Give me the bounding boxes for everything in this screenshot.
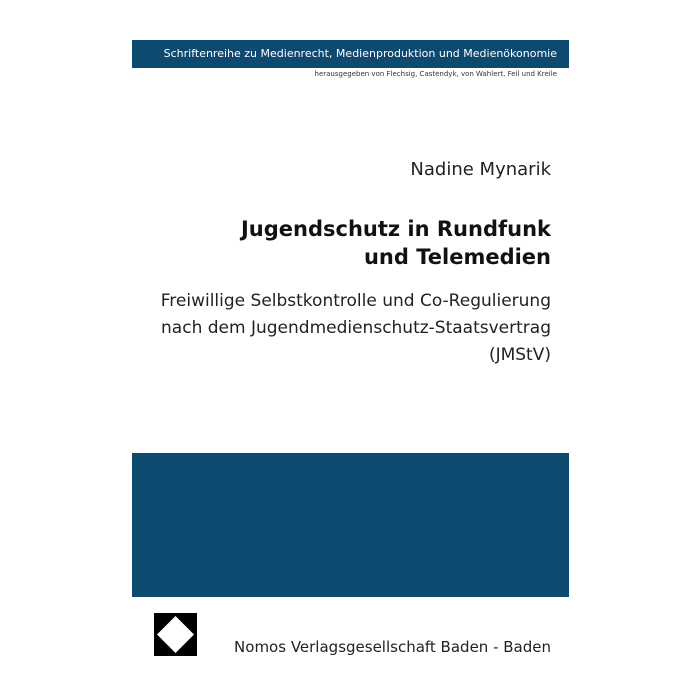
subtitle-line-3: (JMStV)	[488, 345, 551, 365]
publisher-name: Nomos Verlagsgesellschaft Baden - Baden	[234, 638, 551, 656]
cover-color-block	[132, 453, 569, 597]
series-editors: herausgegeben von Flechsig, Castendyk, von Wahlert, Feil und Kreile	[314, 70, 557, 78]
author-name: Nadine Mynarik	[410, 159, 551, 180]
title-line-1: Jugendschutz in Rundfunk	[240, 217, 551, 241]
subtitle-line-1: Freiwillige Selbstkontrolle und Co-Regulierung	[160, 291, 551, 311]
title-line-2: und Telemedien	[363, 245, 551, 269]
series-banner: Schriftenreihe zu Medienrecht, Medienproduktion und Medienökonomie	[132, 40, 569, 68]
book-title	[241, 215, 551, 271]
subtitle-line-2: nach dem Jugendmedienschutz-Staatsvertrag	[161, 318, 551, 338]
nomos-diamond-logo-icon	[154, 613, 197, 656]
book-subtitle	[161, 288, 551, 369]
book-cover	[132, 40, 569, 660]
diamond-icon	[154, 613, 197, 656]
